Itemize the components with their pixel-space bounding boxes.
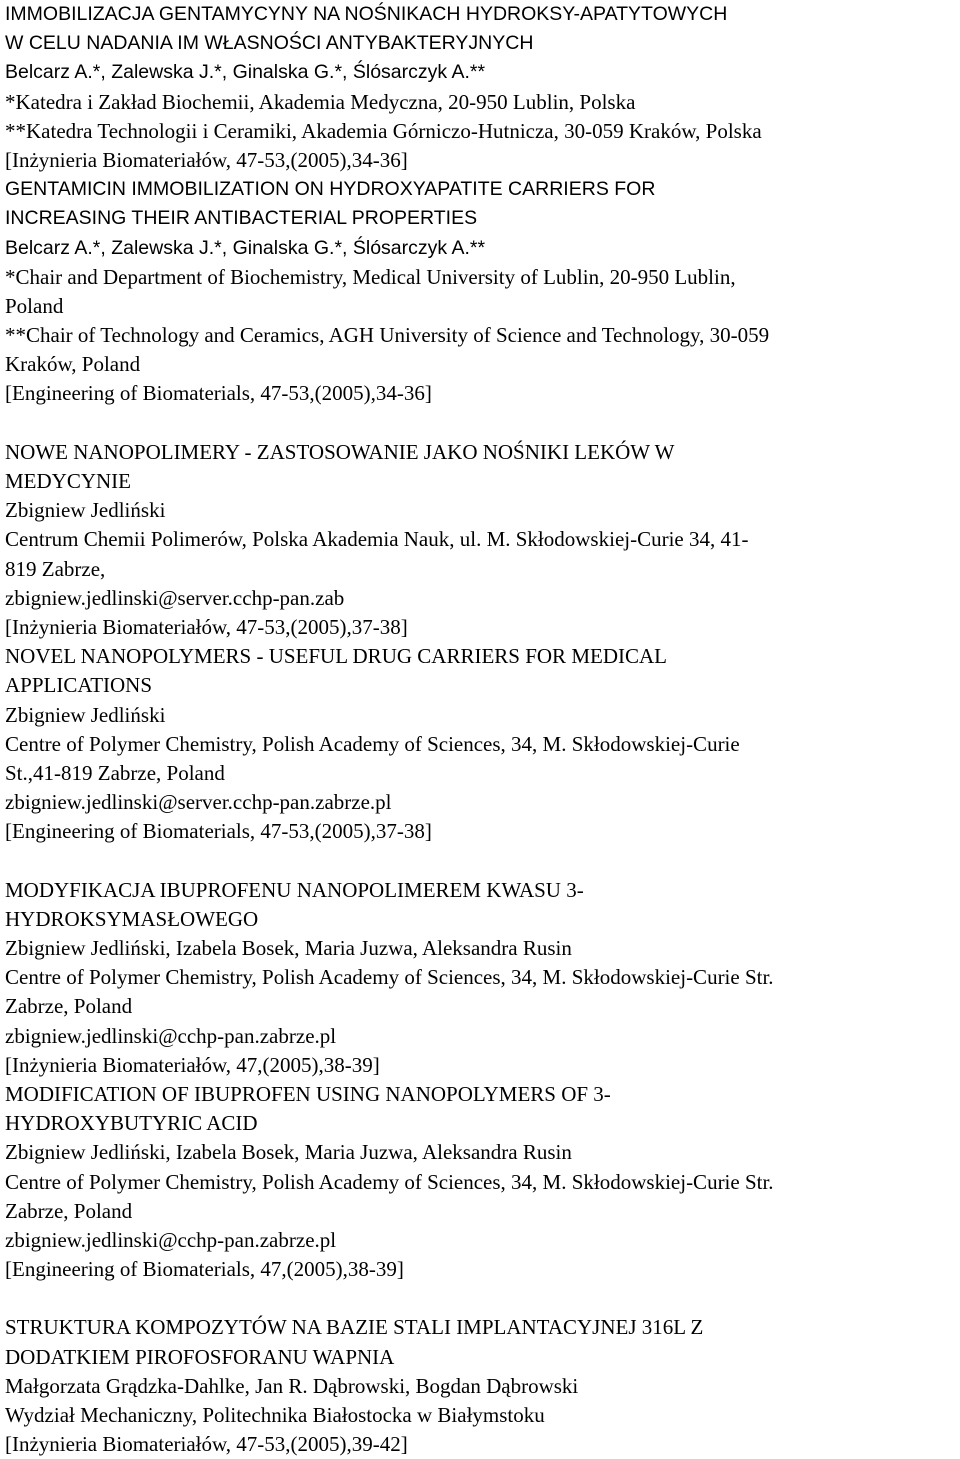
text-line: Kraków, Poland <box>5 352 141 377</box>
text-line: MODIFICATION OF IBUPROFEN USING NANOPOLYMERS OF 3- <box>5 1081 611 1106</box>
abstract-entry <box>5 1313 955 1459</box>
text-line: 819 Zabrze, <box>5 556 106 581</box>
text-line: W CELU NADANIA IM WŁASNOŚCI ANTYBAKTERYJNYCH <box>5 32 534 55</box>
text-line: Poland <box>5 293 64 318</box>
text-line: Belcarz A.*, Zalewska J.*, Ginalska G.*, Ślósarczyk A.** <box>5 61 486 84</box>
entry-separator <box>5 846 955 875</box>
text-line: Centre of Polymer Chemistry, Polish Academy of Sciences, 34, M. Skłodowskiej-Curie Str. <box>5 1169 774 1194</box>
text-line: Zbigniew Jedliński, Izabela Bosek, Maria Juzwa, Aleksandra Rusin <box>5 1140 572 1165</box>
text-line: *Chair and Department of Biochemistry, Medical University of Lublin, 20-950 Lublin, <box>5 264 736 289</box>
text-line: NOWE NANOPOLIMERY - ZASTOSOWANIE JAKO NOŚNIKI LEKÓW W <box>5 439 675 464</box>
text-line: St.,41-819 Zabrze, Poland <box>5 760 225 785</box>
text-line: Wydział Mechaniczny, Politechnika Białostocka w Białymstoku <box>5 1403 545 1427</box>
text-line: **Katedra Technologii i Ceramiki, Akademia Górniczo-Hutnicza, 30-059 Kraków, Polska <box>5 118 762 143</box>
text-line: NOVEL NANOPOLYMERS - USEFUL DRUG CARRIERS FOR MEDICAL <box>5 644 667 669</box>
abstract-entry <box>5 0 955 409</box>
text-line: zbigniew.jedlinski@cchp-pan.zabrze.pl <box>5 1227 337 1252</box>
text-line: HYDROKSYMASŁOWEGO <box>5 906 259 931</box>
text-line: GENTAMICIN IMMOBILIZATION ON HYDROXYAPATITE CARRIERS FOR <box>5 178 656 201</box>
text-line: [Inżynieria Biomateriałów, 47-53,(2005),39-42] <box>5 1432 408 1457</box>
text-line: Zabrze, Poland <box>5 994 133 1019</box>
text-line: [Engineering of Biomaterials, 47-53,(2005),34-36] <box>5 381 432 406</box>
abstract-entry <box>5 438 955 847</box>
entry-separator <box>5 1284 955 1313</box>
text-line: [Inżynieria Biomateriałów, 47,(2005),38-39] <box>5 1052 380 1077</box>
text-line: zbigniew.jedlinski@cchp-pan.zabrze.pl <box>5 1023 337 1048</box>
text-line: *Katedra i Zakład Biochemii, Akademia Medyczna, 20-950 Lublin, Polska <box>5 89 636 114</box>
text-line: zbigniew.jedlinski@server.cchp-pan.zab <box>5 585 345 610</box>
text-line: STRUKTURA KOMPOZYTÓW NA BAZIE STALI IMPLANTACYJNEJ 316L Z <box>5 1315 704 1340</box>
text-line: Centrum Chemii Polimerów, Polska Akademia Nauk, ul. M. Skłodowskiej-Curie 34, 41- <box>5 527 749 552</box>
text-line: IMMOBILIZACJA GENTAMYCYNY NA NOŚNIKACH HYDROKSY-APATYTOWYCH <box>5 3 728 25</box>
text-line: APPLICATIONS <box>5 673 153 698</box>
text-line: Belcarz A.*, Zalewska J.*, Ginalska G.*, Ślósarczyk A.** <box>5 236 486 259</box>
text-line: zbigniew.jedlinski@server.cchp-pan.zabrze.pl <box>5 790 392 815</box>
text-line: **Chair of Technology and Ceramics, AGH University of Science and Technology, 30-059 <box>5 323 770 348</box>
text-line: [Inżynieria Biomateriałów, 47-53,(2005),34-36] <box>5 147 408 172</box>
text-line: DODATKIEM PIROFOSFORANU WAPNIA <box>5 1344 395 1369</box>
text-line: Zbigniew Jedliński, Izabela Bosek, Maria Juzwa, Aleksandra Rusin <box>5 936 572 960</box>
document-page <box>5 0 955 1459</box>
text-line: [Engineering of Biomaterials, 47-53,(2005),37-38] <box>5 819 432 844</box>
text-line: [Inżynieria Biomateriałów, 47-53,(2005),37-38] <box>5 614 408 639</box>
text-line: Zabrze, Poland <box>5 1198 133 1223</box>
text-line: Centre of Polymer Chemistry, Polish Academy of Sciences, 34, M. Skłodowskiej-Curie Str. <box>5 965 774 990</box>
text-line: MODYFIKACJA IBUPROFENU NANOPOLIMEREM KWASU 3- <box>5 877 584 902</box>
entry-separator <box>5 409 955 438</box>
text-line: Zbigniew Jedliński <box>5 702 166 727</box>
abstract-entry <box>5 876 955 1285</box>
text-line: Małgorzata Grądzka-Dahlke, Jan R. Dąbrowski, Bogdan Dąbrowski <box>5 1373 579 1398</box>
text-line: MEDYCYNIE <box>5 469 131 493</box>
text-line: Centre of Polymer Chemistry, Polish Academy of Sciences, 34, M. Skłodowskiej-Curie <box>5 731 740 756</box>
text-line: [Engineering of Biomaterials, 47,(2005),38-39] <box>5 1257 404 1282</box>
text-line: INCREASING THEIR ANTIBACTERIAL PROPERTIES <box>5 207 478 230</box>
text-line: Zbigniew Jedliński <box>5 498 166 523</box>
text-line: HYDROXYBUTYRIC ACID <box>5 1111 258 1136</box>
